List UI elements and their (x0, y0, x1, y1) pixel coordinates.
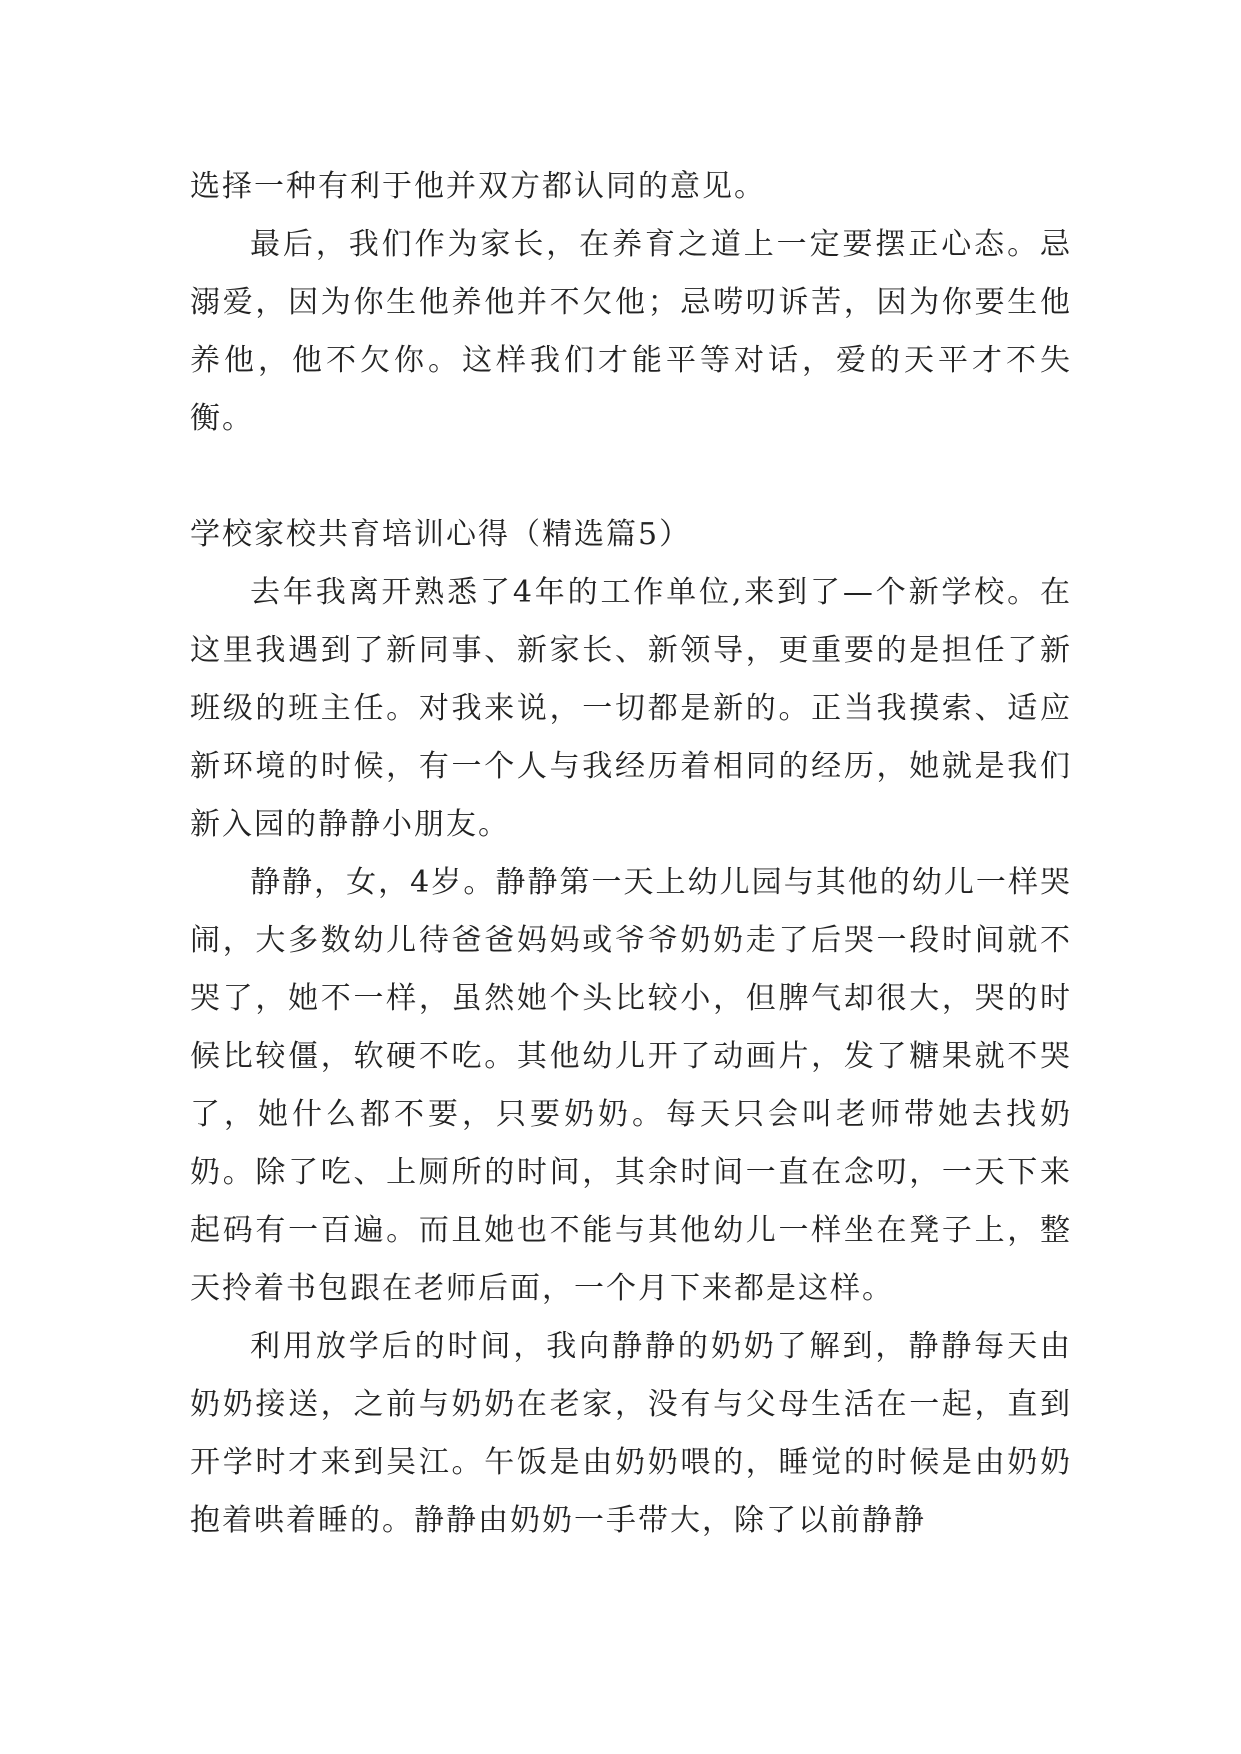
document-body (190, 158, 1072, 1550)
paragraph-parenting-mindset: 最后，我们作为家长，在养育之道上一定要摆正心态。忌溺爱，因为你生他养他并不欠他；忌唠叨诉苦，因为你要生他养他，他不欠你。这样我们才能平等对话，爱的天平才不失衡。 (190, 227, 1072, 436)
paragraph-new-school: 去年我离开熟悉了4年的工作单位,来到了—个新学校。在这里我遇到了新同事、新家长、新领导，更重要的是担任了新班级的班主任。对我来说，一切都是新的。正当我摸索、适应新环境的时候，有一个人与我经历着相同的经历，她就是我们新入园的静静小朋友。 (190, 575, 1072, 842)
paragraph-grandma-talk: 利用放学后的时间，我向静静的奶奶了解到，静静每天由奶奶接送，之前与奶奶在老家，没有与父母生活在一起，直到开学时才来到吴江。午饭是由奶奶喂的，睡觉的时候是由奶奶抱着哄着睡的。静静由奶奶一手带大，除了以前静静 (190, 1329, 1072, 1538)
paragraph-continuation: 选择一种有利于他并双方都认同的意见。 (190, 169, 766, 204)
section-heading: 学校家校共育培训心得（精选篇5） (190, 517, 692, 552)
paragraph-jingjing-intro: 静静，女，4岁。静静第一天上幼儿园与其他的幼儿一样哭闹，大多数幼儿待爸爸妈妈或爷爷奶奶走了后哭一段时间就不哭了，她不一样，虽然她个头比较小，但脾气却很大，哭的时候比较僵，软硬不吃。其他幼儿开了动画片，发了糖果就不哭了，她什么都不要，只要奶奶。每天只会叫老师带她去找奶奶。除了吃、上厕所的时间，其余时间一直在念叨，一天下来起码有一百遍。而且她也不能与其他幼儿一样坐在凳子上，整天拎着书包跟在老师后面，一个月下来都是这样。 (190, 865, 1072, 1306)
